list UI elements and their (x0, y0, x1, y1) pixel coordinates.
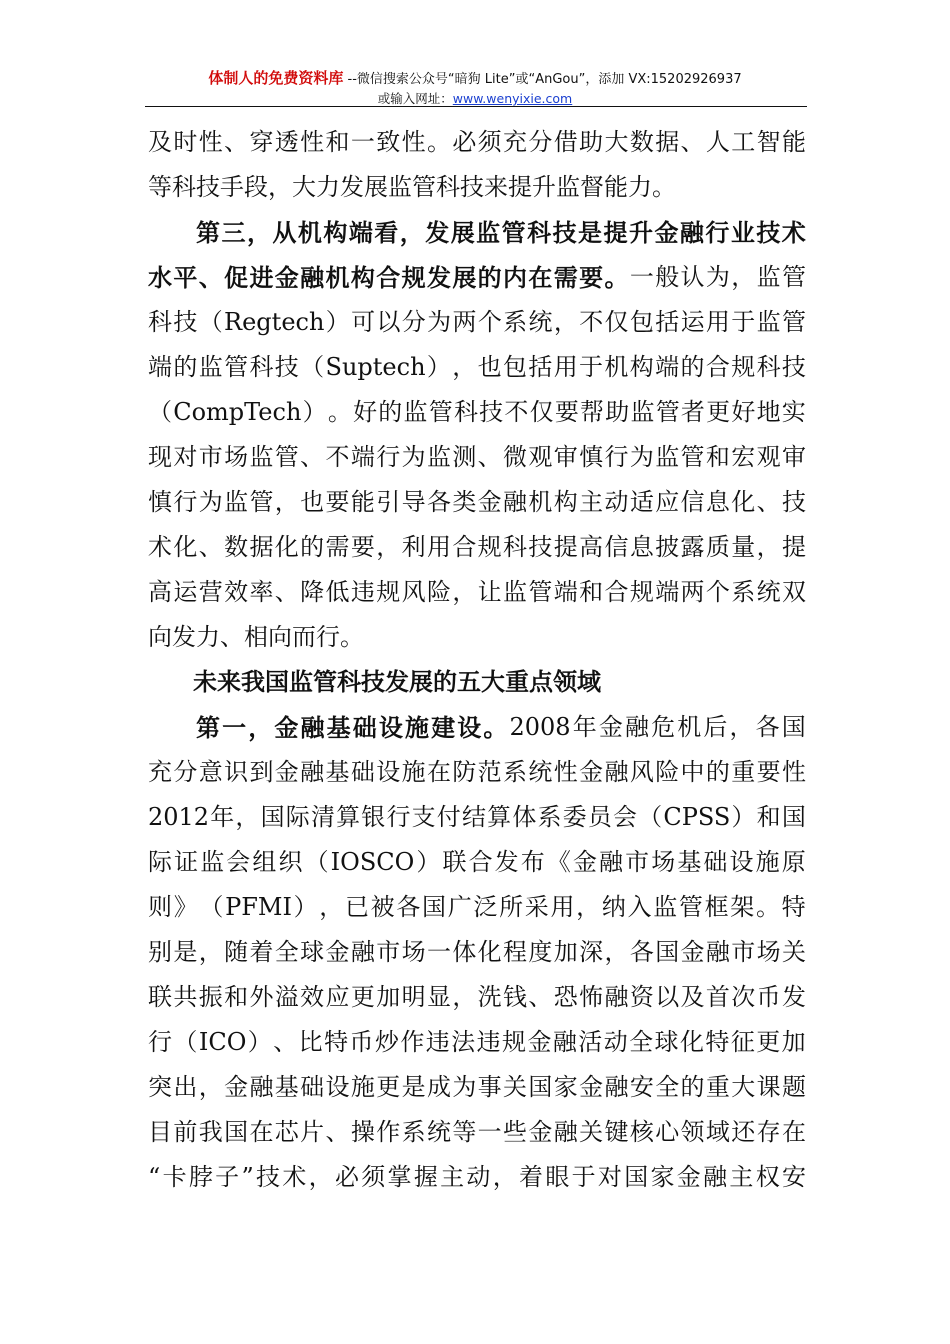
paragraph-line: 行 （ ICO ） 、 比 特 币 炒 作 违 法 违 规 金 融 活 动 全 球 化 特 征 更 加 (148, 1028, 806, 1056)
header-url-prefix: 或输入网址： (377, 91, 453, 106)
paragraph-line: 别 是 ， 随 着 全 球 金 融 市 场 一 体 化 程 度 加 深 ， 各 国 金 融 市 场 关 (148, 938, 806, 966)
paragraph-line: 科 技 （ Regtech ） 可 以 分 为 两 个 系 统 ， 不 仅 包 括 运 用 于 监 管 (148, 308, 806, 336)
paragraph-line: 突 出 ， 金 融 基 础 设 施 更 是 成 为 事 关 国 家 金 融 安 全 的 重 大 课 题 (148, 1073, 806, 1101)
paragraph-line: 目 前 我 国 在 芯 片 、 操 作 系 统 等 一 些 金 融 关 键 核 心 领 域 还 存 在 (148, 1118, 806, 1146)
paragraph-line: 等 科 技 手 段 ， 大 力 发 展 监 管 科 技 来 提 升 监 督 能 力 。 (148, 173, 676, 201)
paragraph-line: 向 发 力 、 相 向 而 行 。 (148, 623, 364, 651)
paragraph-line: 及 时 性 、 穿 透 性 和 一 致 性 。 必 须 充 分 借 助 大 数 据 、 人 工 智 能 (148, 128, 806, 156)
paragraph-line: 际 证 监 会 组 织 （ IOSCO ） 联 合 发 布 《 金 融 市 场 基 础 设 施 原 (148, 848, 806, 876)
paragraph-line: 慎 行 为 监 管 ， 也 要 能 引 导 各 类 金 融 机 构 主 动 适 应 信 息 化 、 技 (148, 488, 806, 516)
paragraph-line: 现 对 市 场 监 管 、 不 端 行 为 监 测 、 微 观 审 慎 行 为 监 管 和 宏 观 审 (148, 443, 806, 471)
header-brand: 体制人的免费资料库 (208, 69, 344, 87)
paragraph-line: “ 卡 脖 子 ” 技 术 ， 必 须 掌 握 主 动 ， 着 眼 于 对 国 家 金 融 主 权 安 (148, 1163, 806, 1191)
paragraph-line: 则 》 （ PFMI ） ， 已 被 各 国 广 泛 所 采 用 ， 纳 入 监 管 框 架 。 特 (148, 893, 806, 921)
header-line-1 (145, 68, 805, 90)
document-body (148, 120, 806, 1200)
paragraph-line: 充 分 意 识 到 金 融 基 础 设 施 在 防 范 系 统 性 金 融 风 险 中 的 重 要 性 (148, 758, 806, 786)
header-url-link[interactable]: www.wenyixie.com (452, 91, 573, 106)
paragraph-line: 第 三 ， 从 机 构 端 看 ， 发 展 监 管 科 技 是 提 升 金 融 行 业 技 术 (196, 218, 806, 247)
paragraph-line: 第 一 ， 金 融 基 础 设 施 建 设 。 2008 年 金 融 危 机 后 ， 各 国 (196, 713, 806, 742)
paragraph-line: 水 平 、 促 进 金 融 机 构 合 规 发 展 的 内 在 需 要 。 一 般 认 为 ， 监 管 (148, 263, 806, 292)
paragraph-line: 联 共 振 和 外 溢 效 应 更 加 明 显 ， 洗 钱 、 恐 怖 融 资 以 及 首 次 币 发 (148, 983, 806, 1011)
paragraph-line: 术 化 、 数 据 化 的 需 要 ， 利 用 合 规 科 技 提 高 信 息 披 露 质 量 ， 提 (148, 533, 806, 561)
paragraph-line: （ CompTech ） 。 好 的 监 管 科 技 不 仅 要 帮 助 监 管 者 更 好 地 实 (148, 398, 806, 426)
paragraph-line: 高 运 营 效 率 、 降 低 违 规 风 险 ， 让 监 管 端 和 合 规 端 两 个 系 统 双 (148, 578, 806, 606)
document-header (145, 68, 805, 108)
header-info: --微信搜索公众号“暗狗 Lite”或“AnGou”，添加 VX:15202926937 (343, 72, 742, 87)
paragraph-line: 端 的 监 管 科 技 （ Suptech ） ， 也 包 括 用 于 机 构 端 的 合 规 科 技 (148, 353, 806, 381)
section-heading: 未来我国监管科技发展的五大重点领域 (193, 668, 601, 696)
paragraph-line: 2012 年 ， 国 际 清 算 银 行 支 付 结 算 体 系 委 员 会 （ CPSS ） 和 国 (148, 803, 806, 831)
header-divider (145, 106, 807, 107)
